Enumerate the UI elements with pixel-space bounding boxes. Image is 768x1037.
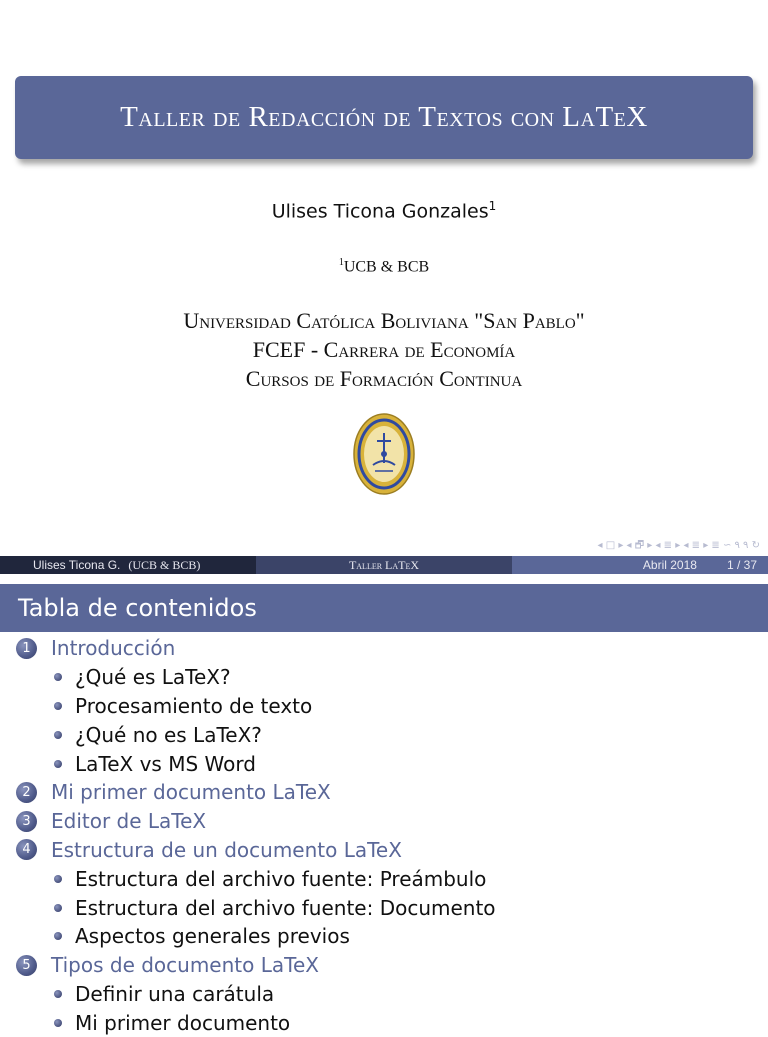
bullet-icon <box>54 673 62 681</box>
toc-subsection[interactable] <box>16 893 756 922</box>
institution-line: Cursos de Formación Continua <box>245 366 523 391</box>
toc-section-label: Introducción <box>51 636 176 661</box>
toc-section[interactable] <box>16 951 756 980</box>
toc-subsection-label: LaTeX vs MS Word <box>75 751 256 776</box>
toc-subsection[interactable] <box>16 1008 756 1037</box>
affiliation-text: UCB & BCB <box>343 258 430 276</box>
section-number-icon: 5 <box>16 955 37 976</box>
toc-subsection-label: ¿Qué es LaTeX? <box>75 665 231 690</box>
section-number-icon: 2 <box>16 782 37 803</box>
author-mark: 1 <box>488 199 497 213</box>
toc-section-label: Editor de LaTeX <box>51 809 207 834</box>
footer-title <box>256 556 512 574</box>
footer-page-number: 1 / 37 <box>726 558 757 572</box>
toc-heading-bar <box>0 584 768 632</box>
toc-section[interactable] <box>16 836 756 865</box>
toc-subsection[interactable] <box>16 980 756 1009</box>
footer-author-name: Ulises Ticona G. <box>33 558 121 572</box>
bullet-icon <box>54 932 62 940</box>
toc-subsection-label: Aspectos generales previos <box>75 924 350 949</box>
institution-block <box>0 306 768 393</box>
toc-subsection[interactable] <box>16 663 756 692</box>
toc-subsection-label: ¿Qué no es LaTeX? <box>75 722 262 747</box>
footer-date: Abril 2018 <box>642 558 697 572</box>
bullet-icon <box>54 760 62 768</box>
toc-section-label: Mi primer documento LaTeX <box>51 780 331 805</box>
toc-subsection[interactable] <box>16 922 756 951</box>
toc-section[interactable] <box>16 807 756 836</box>
toc-section-label: Estructura de un documento LaTeX <box>51 837 402 862</box>
toc-subsection[interactable] <box>16 692 756 721</box>
affiliation-mark: 1 <box>338 257 344 268</box>
toc-subsection-label: Mi primer documento <box>75 1010 291 1035</box>
footer-info <box>512 556 768 574</box>
navigation-symbols-icon[interactable]: ◂ □ ▸ ◂ 🗗 ▸ ◂ ≣ ▸ ◂ ≣ ▸ ≣ ∽ ۹ ۹ ↻ <box>597 540 760 551</box>
university-seal-icon <box>353 413 415 495</box>
toc-subsection-label: Estructura del archivo fuente: Documento <box>75 895 496 920</box>
toc-subsection[interactable] <box>16 720 756 749</box>
bullet-icon <box>54 904 62 912</box>
table-of-contents <box>16 634 756 1037</box>
bullet-icon <box>54 731 62 739</box>
bullet-icon <box>54 875 62 883</box>
affiliation <box>0 257 768 276</box>
footer-institution: (UCB & BCB) <box>128 557 201 572</box>
section-number-icon: 3 <box>16 811 37 832</box>
toc-subsection[interactable] <box>16 749 756 778</box>
footer-author <box>0 556 256 574</box>
section-number-icon: 1 <box>16 638 37 659</box>
toc-subsection-label: Procesamiento de texto <box>75 693 313 718</box>
section-number-icon: 4 <box>16 839 37 860</box>
bullet-icon <box>54 990 62 998</box>
author <box>0 199 768 222</box>
institution-line: FCEF - Carrera de Economía <box>252 337 516 362</box>
bullet-icon <box>54 702 62 710</box>
toc-subsection[interactable] <box>16 864 756 893</box>
toc-heading: Tabla de contenidos <box>18 594 257 622</box>
toc-section[interactable] <box>16 778 756 807</box>
bullet-icon <box>54 1019 62 1027</box>
toc-subsection-label: Estructura del archivo fuente: Preámbulo <box>75 866 487 891</box>
toc-subsection-label: Definir una carátula <box>75 981 275 1006</box>
title-box <box>15 76 753 159</box>
footer-bar <box>0 556 768 574</box>
author-name: Ulises Ticona Gonzales <box>271 200 489 223</box>
toc-section[interactable] <box>16 634 756 663</box>
institution-line: Universidad Católica Boliviana "San Pablo" <box>183 308 585 333</box>
slide-title: Taller de Redacción de Textos con LaTeX <box>120 101 648 133</box>
footer-short-title: Taller LaTeX <box>348 557 420 572</box>
toc-section-label: Tipos de documento LaTeX <box>51 953 319 978</box>
